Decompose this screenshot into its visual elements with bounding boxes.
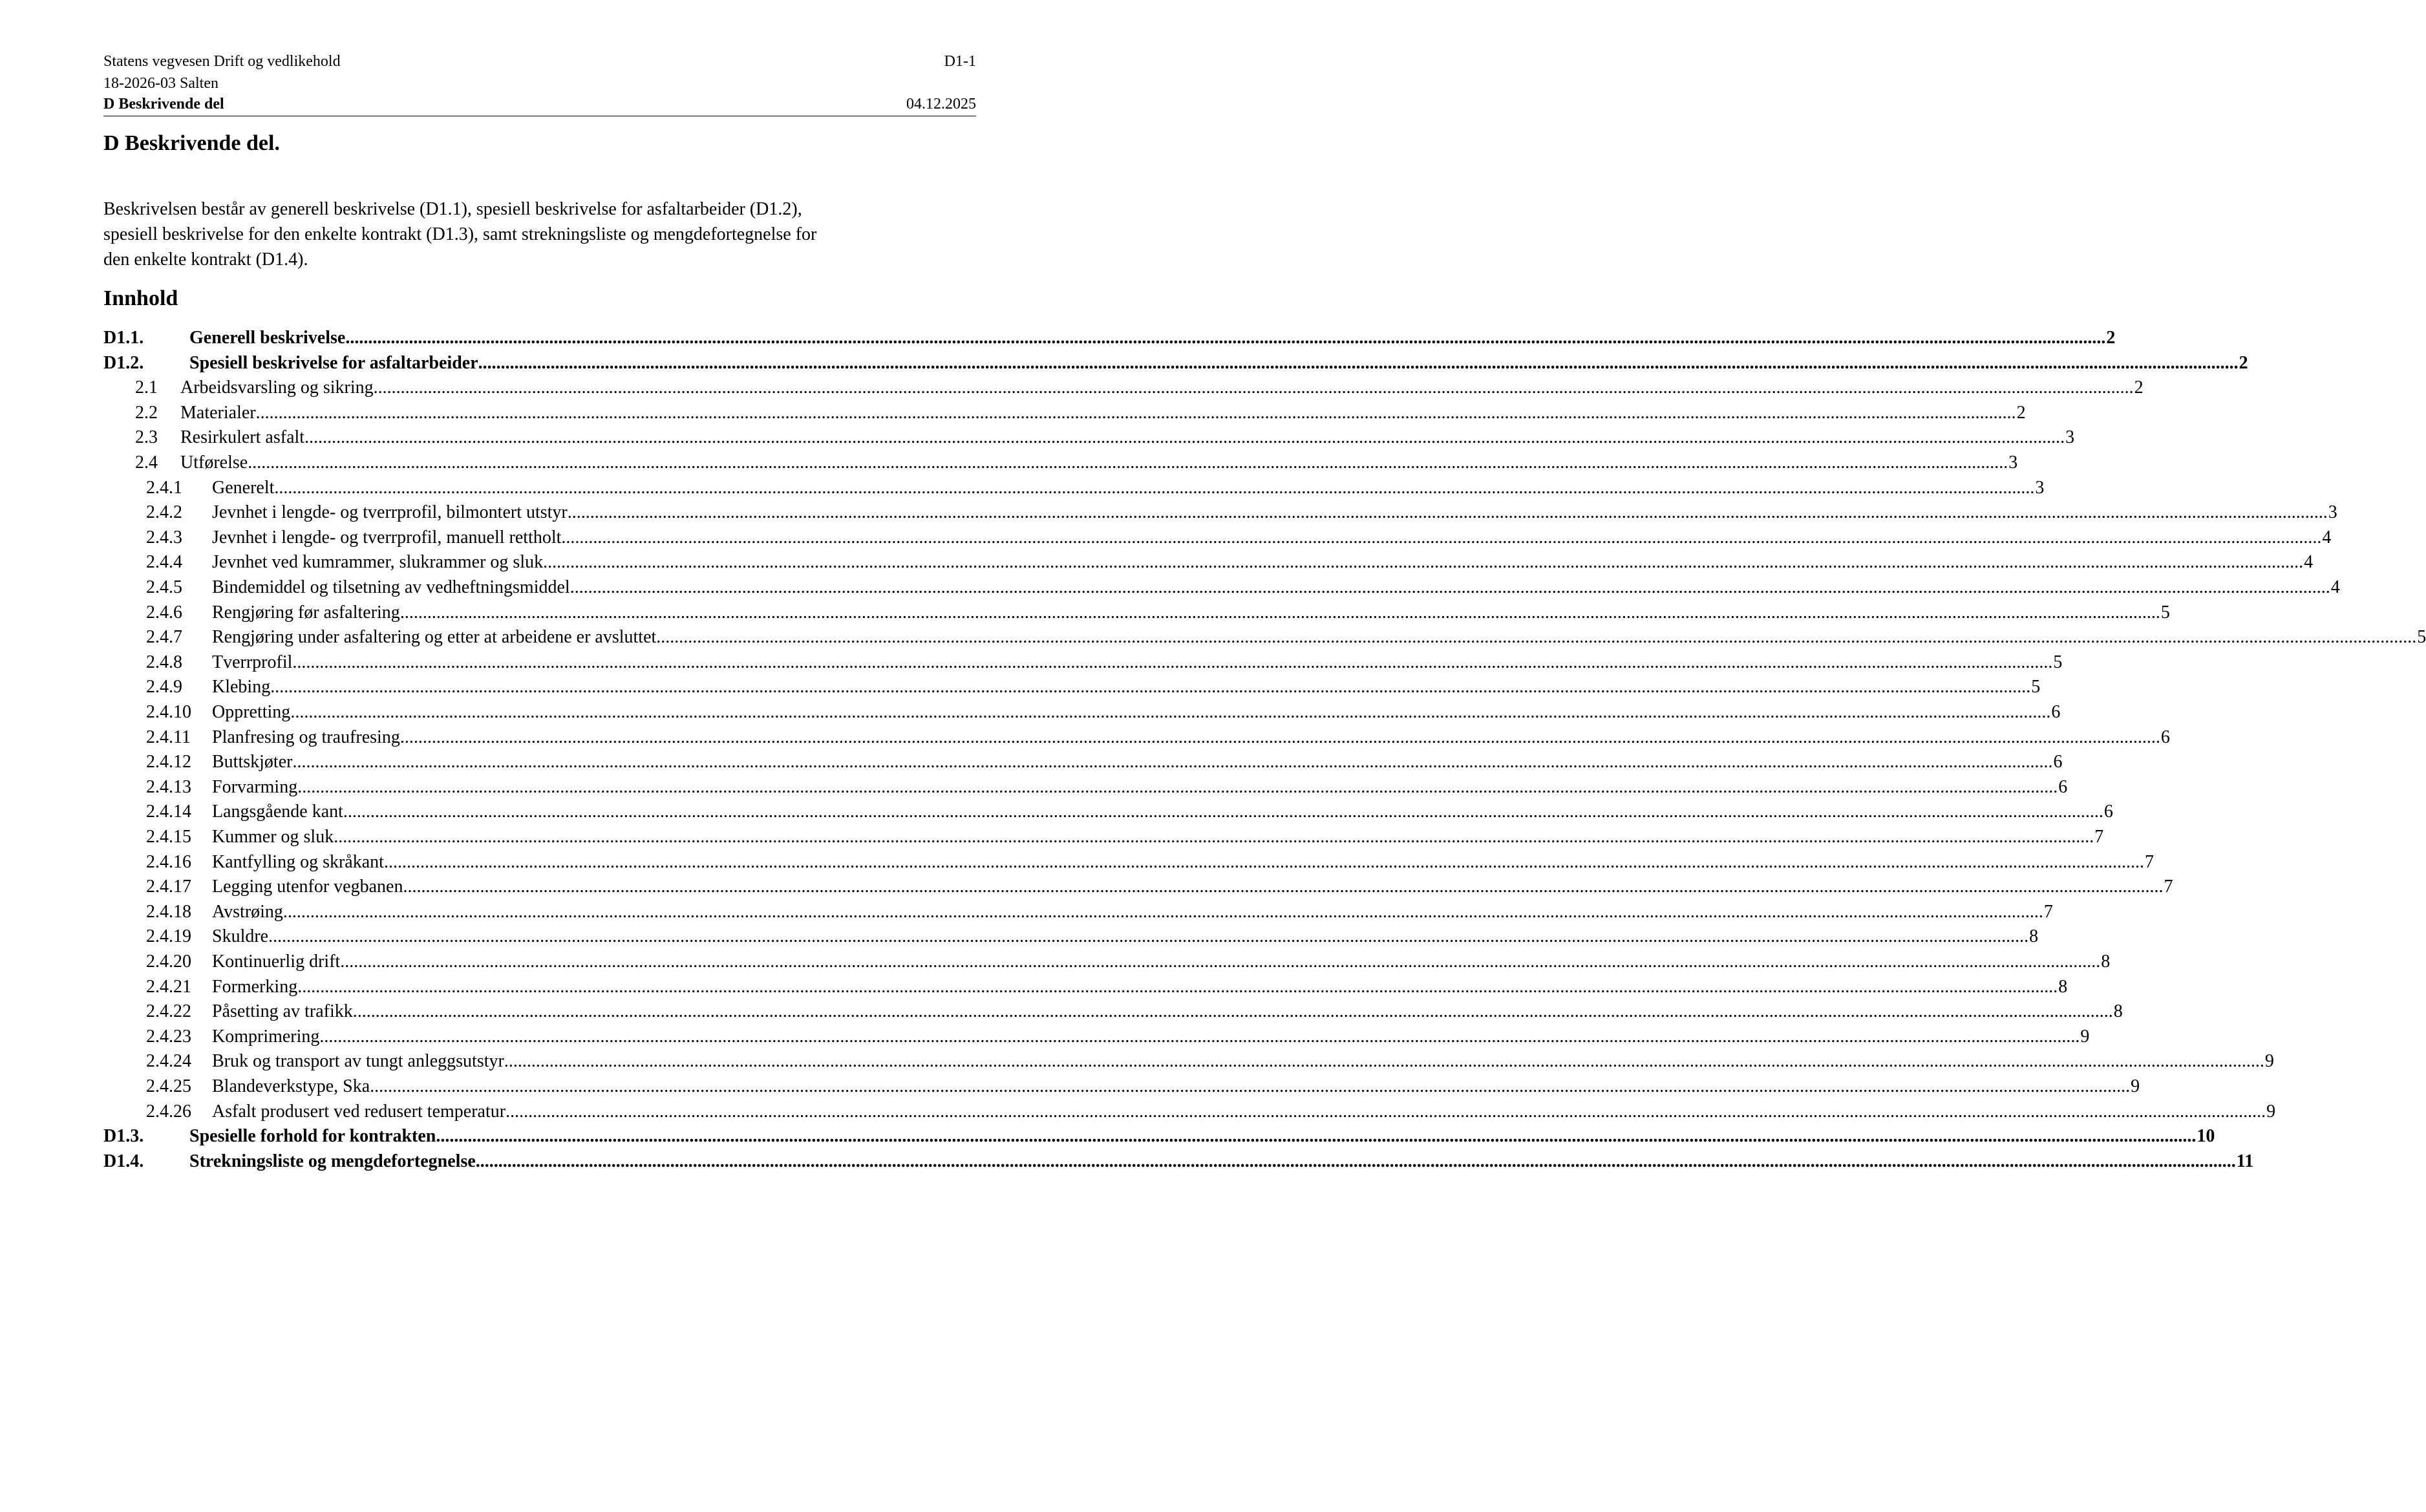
toc-dot-leader bbox=[274, 475, 2034, 500]
toc-dot-leader bbox=[384, 849, 2144, 875]
toc-dot-leader bbox=[290, 699, 2050, 725]
toc-entry-number: 2.4.8 bbox=[146, 652, 182, 672]
toc-entry-page: 5 bbox=[2031, 677, 2041, 697]
header-page-label: D1-1 bbox=[944, 53, 976, 70]
toc-dot-leader bbox=[570, 575, 2330, 600]
toc-entry[interactable] bbox=[146, 575, 2340, 600]
toc-entry-page: 4 bbox=[2330, 577, 2340, 597]
toc-entry-page: 9 bbox=[2131, 1076, 2140, 1096]
toc-dot-leader bbox=[304, 425, 2065, 450]
toc-entry[interactable] bbox=[103, 1123, 2215, 1149]
toc-entry-page: 7 bbox=[2094, 827, 2104, 847]
toc-entry-title: Arbeidsvarsling og sikring bbox=[180, 378, 374, 398]
toc-entry-number: 2.4.17 bbox=[146, 877, 191, 897]
toc-entry-number: 2.4.6 bbox=[146, 602, 182, 623]
toc-entry-number: 2.4.24 bbox=[146, 1051, 191, 1072]
toc-entry-title: Asfalt produsert ved redusert temperatur bbox=[212, 1101, 506, 1122]
toc-entry[interactable] bbox=[146, 849, 2154, 875]
toc-entry[interactable] bbox=[146, 600, 2170, 625]
toc-entry-page: 6 bbox=[2160, 727, 2170, 747]
toc-entry-title: Materialer bbox=[180, 402, 256, 423]
toc-dot-leader bbox=[292, 650, 2052, 675]
toc-entry-title: Bruk og transport av tungt anleggsutstyr bbox=[212, 1051, 504, 1072]
toc-entry-number: D1.4. bbox=[103, 1151, 144, 1171]
toc-entry-page: 3 bbox=[2328, 502, 2337, 523]
toc-dot-leader bbox=[370, 1074, 2130, 1099]
intro-line: den enkelte kontrakt (D1.4). bbox=[103, 250, 308, 270]
toc-entry-page: 9 bbox=[2080, 1026, 2090, 1047]
toc-dot-leader bbox=[656, 624, 2416, 650]
toc-entry[interactable] bbox=[146, 874, 2173, 899]
toc-entry-number: 2.4.13 bbox=[146, 776, 191, 797]
toc-entry-title: Påsetting av trafikk bbox=[212, 1001, 353, 1022]
toc-entry-number: 2.4.26 bbox=[146, 1101, 191, 1122]
toc-entry[interactable] bbox=[146, 624, 2426, 650]
toc-entry-title: Komprimering bbox=[212, 1026, 320, 1047]
toc-entry-title: Rengjøring under asfaltering og etter at arbeidene er avsluttet bbox=[212, 627, 657, 648]
toc-entry-title: Strekningsliste og mengdefortegnelse bbox=[189, 1151, 476, 1171]
toc-entry-number: 2.4.10 bbox=[146, 702, 191, 722]
toc-entry-number: 2.4.25 bbox=[146, 1076, 191, 1096]
toc-dot-leader bbox=[504, 1049, 2264, 1074]
toc-entry-number: 2.4.11 bbox=[146, 727, 191, 747]
toc-entry-number: 2.4.5 bbox=[146, 577, 182, 597]
toc-entry-title: Jevnhet i lengde- og tverrprofil, bilmontert utstyr bbox=[212, 502, 568, 523]
toc-entry-page: 9 bbox=[2264, 1051, 2274, 1072]
toc-entry-number: 2.4.1 bbox=[146, 477, 182, 498]
toc-dot-leader bbox=[476, 1149, 2236, 1174]
toc-entry-title: Klebing bbox=[212, 677, 271, 697]
toc-dot-leader bbox=[478, 350, 2239, 376]
toc-entry-title: Skuldre bbox=[212, 926, 269, 947]
toc-entry-page: 5 bbox=[2417, 627, 2426, 648]
toc-entry[interactable] bbox=[146, 924, 2039, 949]
toc-dot-leader bbox=[319, 1024, 2080, 1049]
toc-entry[interactable] bbox=[146, 725, 2170, 750]
toc-entry-page: 7 bbox=[2043, 901, 2053, 922]
toc-entry-number: 2.3 bbox=[135, 427, 158, 448]
header-row-2 bbox=[103, 74, 976, 93]
toc-entry-title: Jevnhet ved kumrammer, slukrammer og sluk bbox=[212, 552, 544, 573]
toc-dot-leader bbox=[505, 1099, 2266, 1124]
toc-dot-leader bbox=[400, 725, 2160, 750]
toc-entry[interactable] bbox=[146, 475, 2045, 500]
toc-entry-title: Generelt bbox=[212, 477, 275, 498]
toc-entry-title: Avstrøing bbox=[212, 901, 283, 922]
toc-entry-title: Forvarming bbox=[212, 776, 298, 797]
toc-dot-leader bbox=[436, 1123, 2196, 1149]
toc-entry-page: 8 bbox=[2113, 1001, 2123, 1022]
toc-entry-number: 2.4 bbox=[135, 453, 158, 473]
toc-entry-page: 9 bbox=[2266, 1101, 2276, 1122]
toc-entry-number: D1.2. bbox=[103, 352, 144, 373]
toc-entry-number: D1.3. bbox=[103, 1126, 144, 1147]
toc-entry-number: 2.1 bbox=[135, 378, 158, 398]
toc-dot-leader bbox=[353, 999, 2113, 1024]
header-contract: 18-2026-03 Salten bbox=[103, 75, 218, 92]
toc-entry-page: 8 bbox=[2058, 976, 2068, 997]
header-date: 04.12.2025 bbox=[906, 96, 976, 112]
toc-dot-leader bbox=[283, 899, 2043, 924]
toc-heading: Innhold bbox=[103, 286, 178, 310]
toc-dot-leader bbox=[297, 974, 2058, 999]
toc-entry-number: 2.4.9 bbox=[146, 677, 182, 697]
toc-entry-number: 2.4.21 bbox=[146, 976, 191, 997]
toc-entry[interactable] bbox=[135, 375, 2144, 400]
toc-entry-page: 7 bbox=[2144, 851, 2154, 872]
toc-entry-page: 6 bbox=[2051, 702, 2061, 722]
toc-dot-leader bbox=[561, 525, 2321, 550]
toc-dot-leader bbox=[270, 674, 2030, 699]
toc-entry[interactable] bbox=[146, 824, 2104, 849]
toc-entry-number: 2.4.2 bbox=[146, 502, 182, 523]
toc-dot-leader bbox=[345, 325, 2105, 350]
toc-entry-page: 2 bbox=[2106, 328, 2116, 348]
toc-entry-title: Spesiell beskrivelse for asfaltarbeider bbox=[189, 352, 478, 373]
toc-entry[interactable] bbox=[146, 899, 2053, 924]
toc-entry-number: 2.4.16 bbox=[146, 851, 191, 872]
toc-entry-title: Generell beskrivelse bbox=[189, 328, 346, 348]
toc-entry-page: 4 bbox=[2322, 527, 2332, 548]
toc-entry-page: 3 bbox=[2035, 477, 2045, 498]
toc-entry[interactable] bbox=[146, 525, 2332, 550]
toc-entry-page: 4 bbox=[2304, 552, 2314, 573]
toc-entry[interactable] bbox=[146, 1074, 2140, 1099]
toc-entry-page: 6 bbox=[2058, 776, 2068, 797]
toc-entry-page: 2 bbox=[2134, 378, 2144, 398]
toc-dot-leader bbox=[256, 400, 2016, 425]
toc-entry-number: 2.4.18 bbox=[146, 901, 191, 922]
toc-entry[interactable] bbox=[146, 774, 2068, 800]
toc-entry[interactable] bbox=[146, 650, 2063, 675]
toc-dot-leader bbox=[340, 949, 2100, 974]
toc-entry-number: 2.4.7 bbox=[146, 627, 182, 648]
toc-entry-number: 2.4.20 bbox=[146, 952, 191, 972]
toc-entry-number: 2.4.23 bbox=[146, 1026, 191, 1047]
toc-entry-title: Jevnhet i lengde- og tverrprofil, manuell rettholt bbox=[212, 527, 562, 548]
toc-entry-page: 7 bbox=[2164, 877, 2173, 897]
toc-entry-title: Oppretting bbox=[212, 702, 291, 722]
toc-entry-title: Legging utenfor vegbanen bbox=[212, 877, 403, 897]
toc-entry-page: 3 bbox=[2065, 427, 2075, 448]
toc-entry-number: 2.2 bbox=[135, 402, 158, 423]
toc-entry-title: Bindemiddel og tilsetning av vedheftningsmiddel bbox=[212, 577, 570, 597]
toc-entry[interactable] bbox=[146, 549, 2314, 575]
toc-entry[interactable] bbox=[146, 674, 2041, 699]
toc-entry-page: 11 bbox=[2236, 1151, 2254, 1171]
toc-entry-number: 2.4.14 bbox=[146, 802, 191, 822]
toc-entry-page: 6 bbox=[2053, 752, 2063, 772]
toc-entry[interactable] bbox=[135, 425, 2075, 450]
toc-dot-leader bbox=[543, 549, 2303, 575]
toc-dot-leader bbox=[403, 874, 2163, 899]
toc-entry-title: Utførelse bbox=[180, 453, 248, 473]
toc-entry[interactable] bbox=[146, 949, 2111, 974]
toc-entry-page: 10 bbox=[2197, 1126, 2215, 1147]
header-section: D Beskrivende del bbox=[103, 96, 224, 112]
toc-dot-leader bbox=[334, 824, 2094, 849]
toc-entry-page: 3 bbox=[2008, 453, 2018, 473]
toc-dot-leader bbox=[268, 924, 2028, 949]
toc-entry-page: 2 bbox=[2016, 402, 2026, 423]
toc-dot-leader bbox=[374, 375, 2134, 400]
toc-entry[interactable] bbox=[103, 1149, 2254, 1174]
toc-entry-number: 2.4.22 bbox=[146, 1001, 191, 1022]
toc-entry-page: 2 bbox=[2239, 352, 2248, 373]
toc-entry[interactable] bbox=[146, 799, 2113, 824]
toc-entry-number: 2.4.12 bbox=[146, 752, 191, 772]
toc-entry-title: Spesielle forhold for kontrakten bbox=[189, 1126, 436, 1147]
toc-entry-title: Planfresing og traufresing bbox=[212, 727, 400, 747]
toc-entry[interactable] bbox=[146, 500, 2337, 525]
toc-entry-title: Formerking bbox=[212, 976, 298, 997]
intro-line: Beskrivelsen består av generell beskrivelse (D1.1), spesiell beskrivelse for asfaltarbeider (D1.2), bbox=[103, 199, 802, 219]
toc-entry-title: Langsgående kant bbox=[212, 802, 343, 822]
toc-entry[interactable] bbox=[135, 400, 2026, 425]
toc-entry[interactable] bbox=[146, 1024, 2090, 1049]
toc-entry[interactable] bbox=[103, 325, 2116, 350]
toc-entry-page: 6 bbox=[2103, 802, 2113, 822]
toc-entry-page: 8 bbox=[2029, 926, 2039, 947]
header-row-1 bbox=[103, 52, 976, 71]
toc-entry-number: D1.1. bbox=[103, 328, 144, 348]
toc-entry-number: 2.4.15 bbox=[146, 827, 191, 847]
toc-entry-number: 2.4.3 bbox=[146, 527, 182, 548]
toc-entry-page: 5 bbox=[2160, 602, 2170, 623]
toc-dot-leader bbox=[400, 600, 2160, 625]
header-organization: Statens vegvesen Drift og vedlikehold bbox=[103, 53, 341, 70]
toc-entry-title: Rengjøring før asfaltering bbox=[212, 602, 400, 623]
toc-dot-leader bbox=[292, 749, 2052, 774]
toc-entry-title: Buttskjøter bbox=[212, 752, 293, 772]
toc-dot-leader bbox=[568, 500, 2328, 525]
toc-entry-page: 8 bbox=[2101, 952, 2111, 972]
page-title: D Beskrivende del. bbox=[103, 131, 280, 155]
toc-entry-number: 2.4.4 bbox=[146, 552, 182, 573]
toc-dot-leader bbox=[297, 774, 2058, 800]
toc-entry-page: 5 bbox=[2053, 652, 2063, 672]
toc-entry-title: Kantfylling og skråkant bbox=[212, 851, 384, 872]
toc-entry-title: Kontinuerlig drift bbox=[212, 952, 341, 972]
toc-dot-leader bbox=[248, 450, 2008, 475]
header-row-3 bbox=[103, 94, 976, 114]
toc-entry-title: Kummer og sluk bbox=[212, 827, 334, 847]
toc-entry[interactable] bbox=[146, 1099, 2276, 1124]
intro-line: spesiell beskrivelse for den enkelte kontrakt (D1.3), samt strekningsliste og mengdefortegnelse for bbox=[103, 224, 817, 244]
toc-entry[interactable] bbox=[103, 350, 2248, 376]
toc-entry-title: Blandeverkstype, Ska bbox=[212, 1076, 370, 1096]
toc-entry-title: Resirkulert asfalt bbox=[180, 427, 305, 448]
toc-dot-leader bbox=[343, 799, 2103, 824]
toc-entry[interactable] bbox=[146, 974, 2068, 999]
toc-entry[interactable] bbox=[146, 749, 2063, 774]
toc-entry[interactable] bbox=[146, 999, 2123, 1024]
intro-paragraph bbox=[103, 197, 976, 272]
toc-entry-number: 2.4.19 bbox=[146, 926, 191, 947]
toc-entry[interactable] bbox=[135, 450, 2018, 475]
toc-entry-title: Tverrprofil bbox=[212, 652, 293, 672]
toc-entry[interactable] bbox=[146, 699, 2061, 725]
toc-entry[interactable] bbox=[146, 1049, 2274, 1074]
